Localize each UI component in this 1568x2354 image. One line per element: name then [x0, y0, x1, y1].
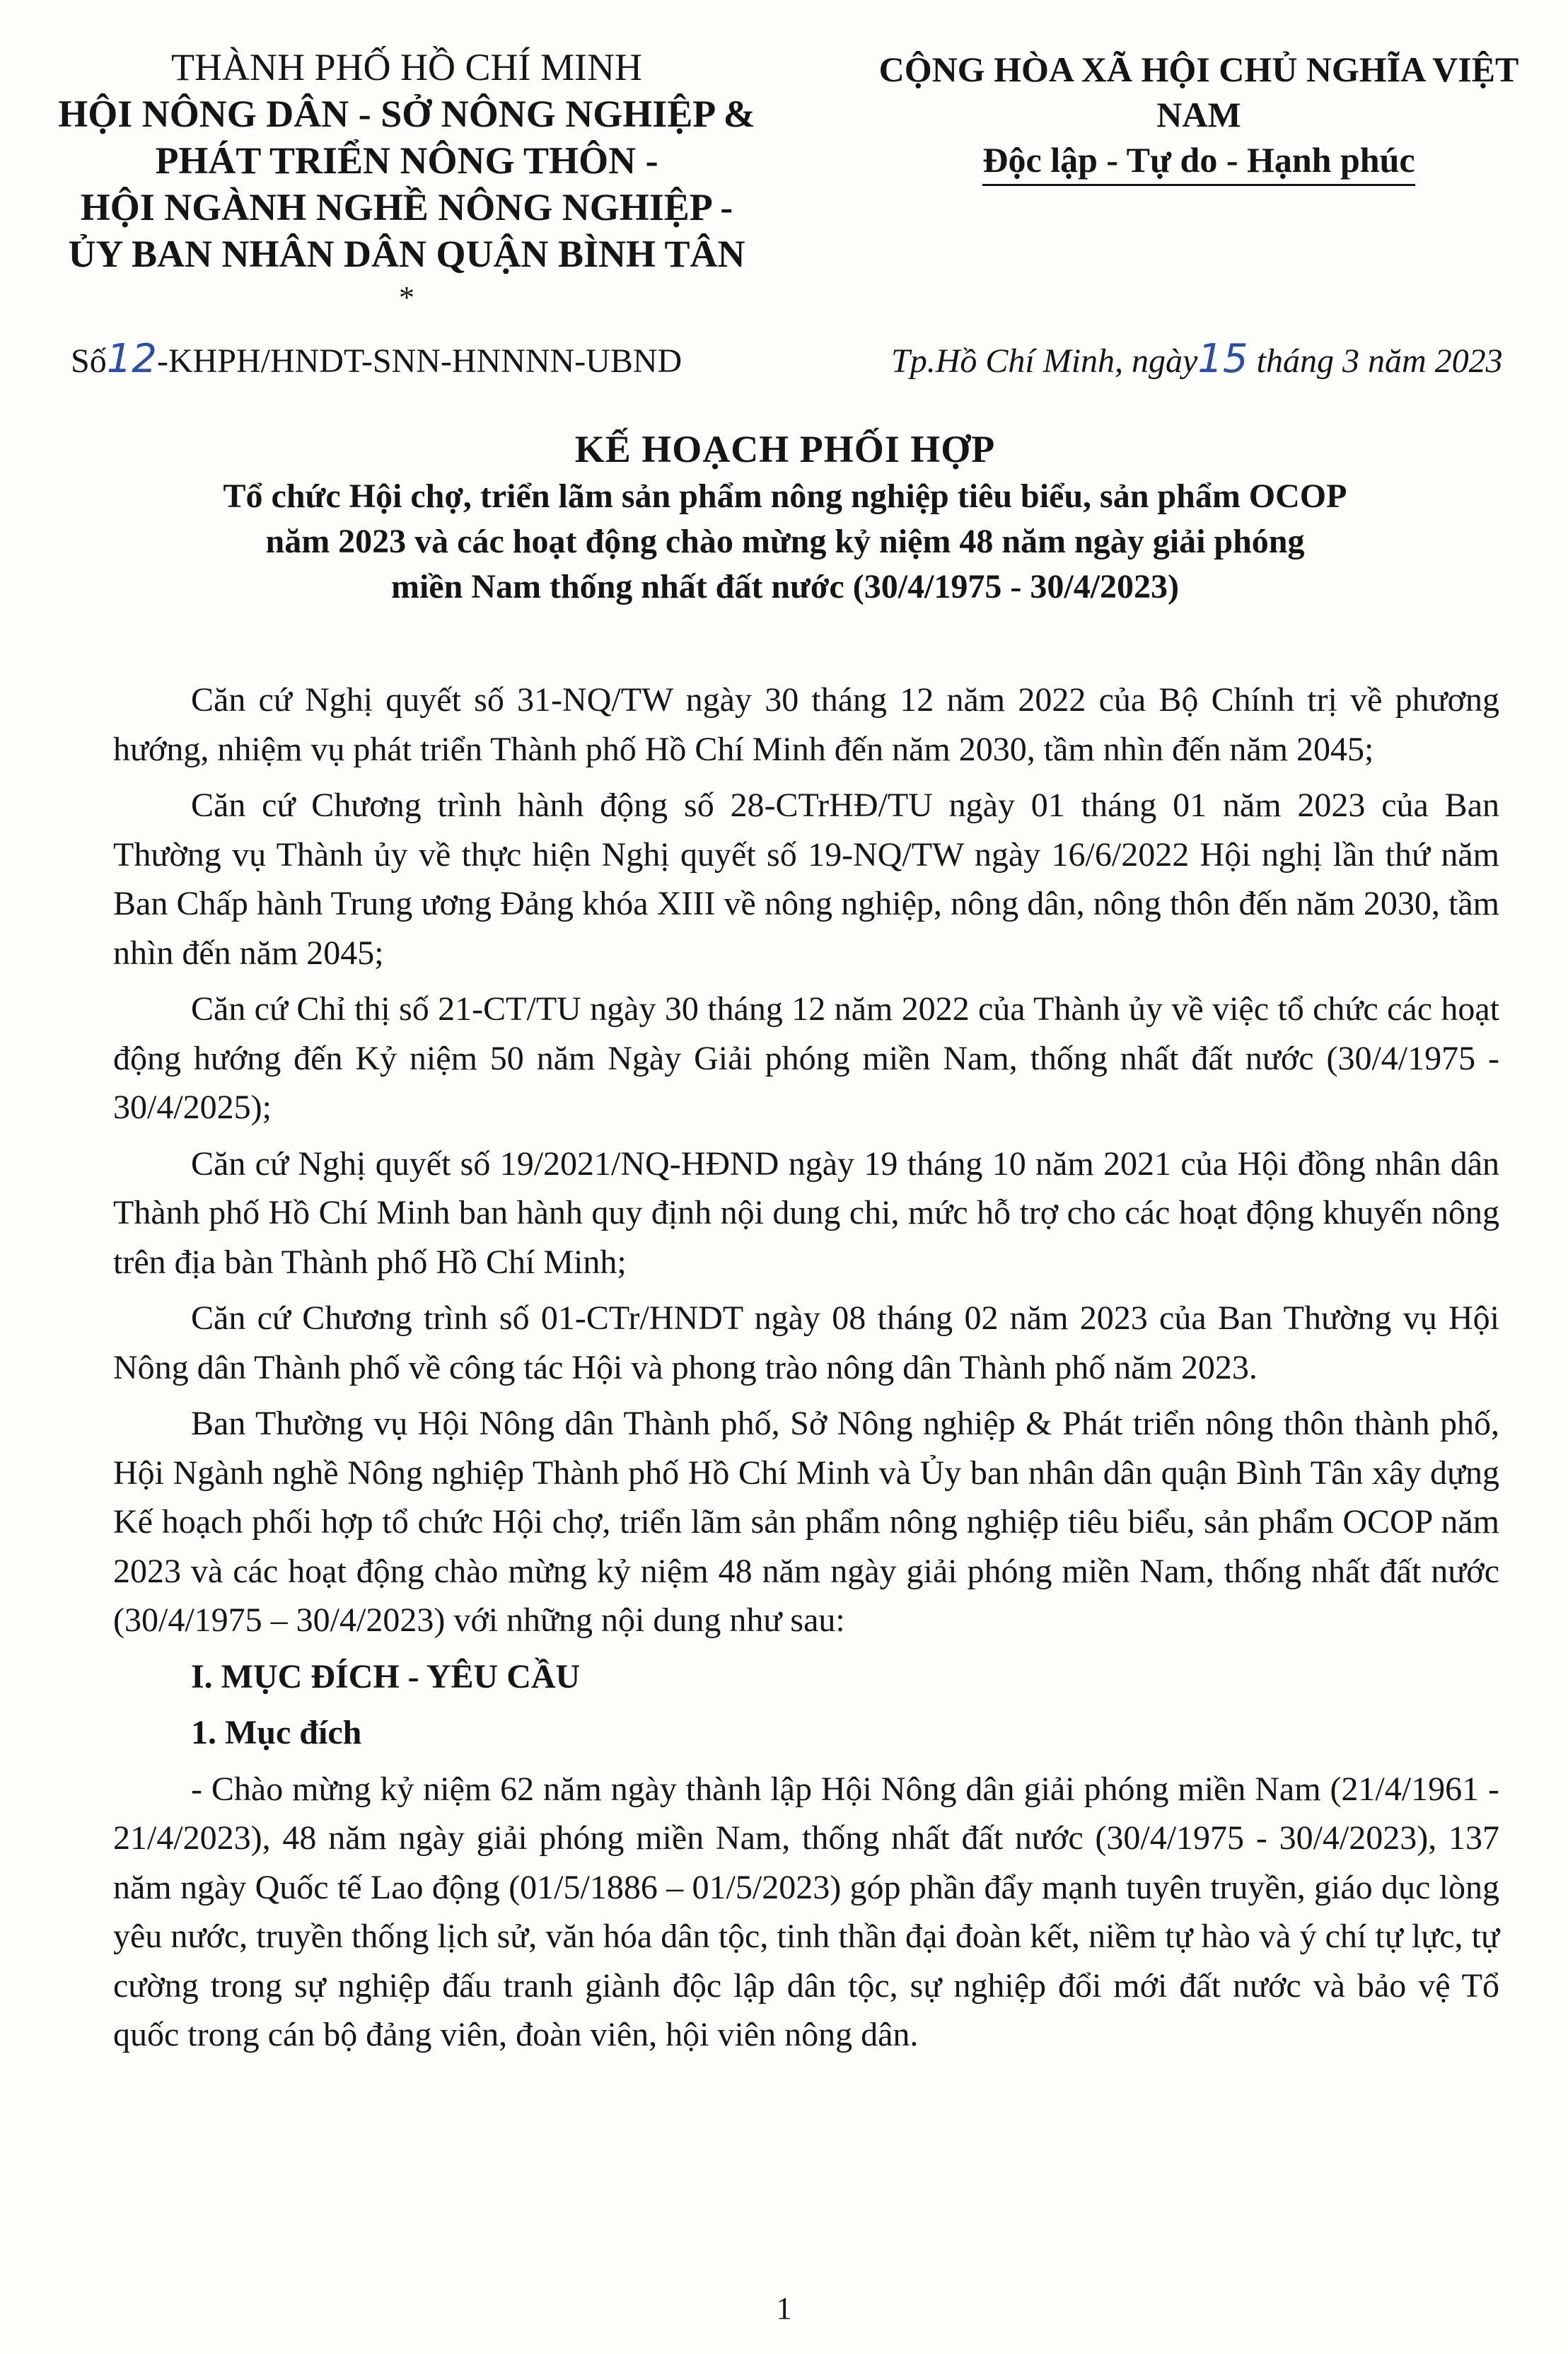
agency-line-4: ỦY BAN NHÂN DÂN QUẬN BÌNH TÂN	[68, 233, 745, 275]
subsection-heading: 1. Mục đích	[191, 1714, 362, 1751]
section-heading: I. MỤC ĐÍCH - YÊU CẦU	[191, 1657, 581, 1695]
agency-line-1: HỘI NÔNG DÂN - SỞ NÔNG NGHIỆP &	[58, 93, 755, 135]
document-body	[113, 676, 1499, 2067]
basis-paragraph: Căn cứ Nghị quyết số 31-NQ/TW ngày 30 tháng 12 năm 2022 của Bộ Chính trị về phương hướng, nhiệm vụ phát triển Thành phố Hồ Chí Minh đến năm 2030, tầm nhìn đến năm 2045;	[113, 681, 1499, 768]
star-separator: *	[399, 280, 414, 315]
basis-paragraph: Căn cứ Chương trình hành động số 28-CTrHĐ/TU ngày 01 tháng 01 năm 2023 của Ban Thường vụ Thành ủy về thực hiện Nghị quyết số 19-NQ/TW ngày 16/6/2022 Hội nghị lần thứ năm Ban Chấp hành Trung ương Đảng khóa XIII về nông nghiệp, nông dân, nông thôn đến năm 2030, tầm nhìn đến năm 2045;	[113, 787, 1499, 972]
place-date-suffix: tháng 3 năm 2023	[1256, 342, 1503, 380]
motto: Độc lập - Tự do - Hạnh phúc	[982, 137, 1415, 186]
place-date-prefix: Tp.Hồ Chí Minh, ngày	[891, 342, 1198, 380]
page-number: 1	[776, 2291, 792, 2326]
basis-paragraph: Căn cứ Nghị quyết số 19/2021/NQ-HĐND ngày 19 tháng 10 năm 2021 của Hội đồng nhân dân Thành phố Hồ Chí Minh ban hành quy định nội dung chi, mức hỗ trợ cho các hoạt động khuyến nông trên địa bàn Thành phố Hồ Chí Minh;	[113, 1144, 1499, 1281]
city-name: THÀNH PHỐ HỒ CHÍ MINH	[171, 46, 642, 88]
document-title	[71, 424, 1499, 610]
doc-no-prefix: Số	[71, 342, 107, 380]
agency-line-3: HỘI NGÀNH NGHỀ NÔNG NGHIỆP -	[80, 186, 733, 228]
doc-no-suffix: -KHPH/HNDT-SNN-HNNNN-UBND	[156, 342, 683, 380]
title-sub-line-2: năm 2023 và các hoạt động chào mừng kỷ niệm 48 năm ngày giải phóng	[265, 523, 1305, 560]
basis-paragraph: Căn cứ Chỉ thị số 21-CT/TU ngày 30 tháng 12 năm 2022 của Thành ủy về việc tổ chức các hoạt động hướng đến Kỷ niệm 50 năm Ngày Giải phóng miền Nam, thống nhất đất nước (30/4/1975 - 30/4/2025);	[113, 990, 1499, 1126]
doc-no-handwritten: 12	[106, 336, 157, 382]
title-sub-line-3: miền Nam thống nhất đất nước (30/4/1975 - 30/4/2023)	[390, 568, 1180, 605]
issuing-agency-block	[14, 44, 799, 314]
title-sub-line-1: Tổ chức Hội chợ, triển lãm sản phẩm nông nghiệp tiêu biểu, sản phẩm OCOP	[223, 477, 1347, 515]
purpose-paragraph: - Chào mừng kỷ niệm 62 năm ngày thành lập Hội Nông dân giải phóng miền Nam (21/4/1961 - 21/4/2023), 48 năm ngày giải phóng miền Nam, thống nhất đất nước (30/4/1975 - 30/4/2023), 137 năm ngày Quốc tế Lao động (01/5/1886 – 01/5/2023) góp phần đẩy mạnh tuyên truyền, giáo dục lòng yêu nước, truyền thống lịch sử, văn hóa dân tộc, tinh thần đại đoàn kết, niềm tự hào và ý chí tự lực, tự cường trong sự nghiệp đấu tranh giành độc lập dân tộc, sự nghiệp đổi mới đất nước và bảo vệ Tổ quốc trong cán bộ đảng viên, đoàn viên, hội viên nông dân.	[113, 1770, 1499, 2053]
intro-paragraph: Ban Thường vụ Hội Nông dân Thành phố, Sở Nông nghiệp & Phát triển nông thôn thành phố, Hội Ngành nghề Nông nghiệp Thành phố Hồ Chí Minh và Ủy ban nhân dân quận Bình Tân xây dựng Kế hoạch phối hợp tổ chức Hội chợ, triển lãm sản phẩm nông nghiệp tiêu biểu, sản phẩm OCOP năm 2023 và các hoạt động chào mừng kỷ niệm 48 năm ngày giải phóng miền Nam, thống nhất đất nước (30/4/1975 – 30/4/2023) với những nội dung như sau:	[113, 1405, 1499, 1639]
document-number	[71, 338, 682, 383]
date-day-handwritten: 15	[1197, 336, 1248, 382]
title-main: KẾ HOẠCH PHỐI HỢP	[574, 428, 996, 470]
agency-line-2: PHÁT TRIỂN NÔNG THÔN -	[155, 139, 658, 182]
national-motto-block	[842, 47, 1556, 186]
nation-name: CỘNG HÒA XÃ HỘI CHỦ NGHĨA VIỆT NAM	[878, 50, 1519, 134]
place-and-date	[891, 338, 1503, 383]
basis-paragraph: Căn cứ Chương trình số 01-CTr/HNDT ngày 08 tháng 02 năm 2023 của Ban Thường vụ Hội Nông dân Thành phố về công tác Hội và phong trào nông dân Thành phố năm 2023.	[113, 1299, 1499, 1386]
